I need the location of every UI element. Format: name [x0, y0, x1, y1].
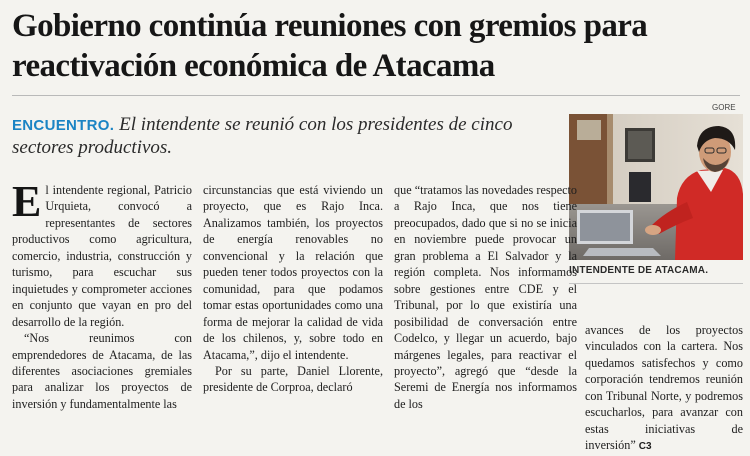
- body-column-1: [12, 177, 192, 412]
- body-paragraph: circunstancias que está viviendo un proyecto, que es Rajo Inca. Analizamos también, los proyectos de energía renovables no convencional y la relación que pueden tener todos proyectos con la comunidad, para que podamos tomar estas oportunidades como una forma de mejorar la calidad de vida de los chilenos, y, sobre todo en Atacama,”, dijo el intendente.: [203, 183, 383, 362]
- body-paragraph: [585, 322, 743, 456]
- headline-divider: [12, 95, 740, 96]
- intendant-photo-illustration: [569, 114, 743, 260]
- body-paragraph: “Nos reunimos con emprendedores de Atacama, de las diferentes asociaciones gremiales para analizar los proyectos de inversión y fundamentalmente las: [12, 331, 192, 411]
- body-paragraph: Por su parte, Daniel Llorente, presidente de Corproa, declaró: [203, 363, 383, 395]
- caption-divider: [569, 283, 743, 284]
- headline: Gobierno continúa reuniones con gremios para reactivación económica de Atacama: [12, 8, 648, 84]
- lede: [12, 114, 557, 159]
- end-mark: C3: [638, 441, 652, 453]
- body-column-4: [585, 322, 743, 456]
- body-paragraph: [12, 177, 192, 330]
- body-column-3: [394, 182, 577, 412]
- body-text: l intendente regional, Patricio Urquieta, convocó a representantes de sectores productivos como agricultura, comercio, industria, construcción y turismo, para escuchar sus inquietudes y comprometer acciones en conjunto que vayan en pro del desarrollo de la región.: [12, 183, 192, 329]
- photo-caption: INTENDENTE DE ATACAMA.: [569, 265, 709, 276]
- body-text: avances de los proyectos vinculados con la cartera. Nos quedamos satisfechos y como corporación tendremos reunión con Tribunal Norte, y podremos escucharlos, para avanzar con estas iniciativas de inversión”: [585, 323, 743, 453]
- drop-cap: E: [12, 177, 42, 226]
- photo-credit: GORE: [712, 103, 736, 112]
- kicker: ENCUENTRO.: [12, 117, 115, 134]
- lede-text: El intendente se reunió con los presidentes de cinco sectores productivos.: [12, 114, 513, 158]
- body-paragraph: que “tratamos las novedades respecto a Rajo Inca, que nos tiene preocupados, dado que si no se inicia en noviembre puede provocar un gran problema a El Salvador y la región completa. Nos informamos sobre gestiones entre CDE y el Tribunal, por lo que existiría una posibilidad de conversación entre Codelco, y llegar un acuerdo, bajo márgenes legales, para reactivar el proyecto”, agregó que “desde la Seremi de Energía nos informamos de los: [394, 183, 577, 411]
- intendant-photo: [569, 114, 743, 260]
- body-column-2: [203, 182, 383, 396]
